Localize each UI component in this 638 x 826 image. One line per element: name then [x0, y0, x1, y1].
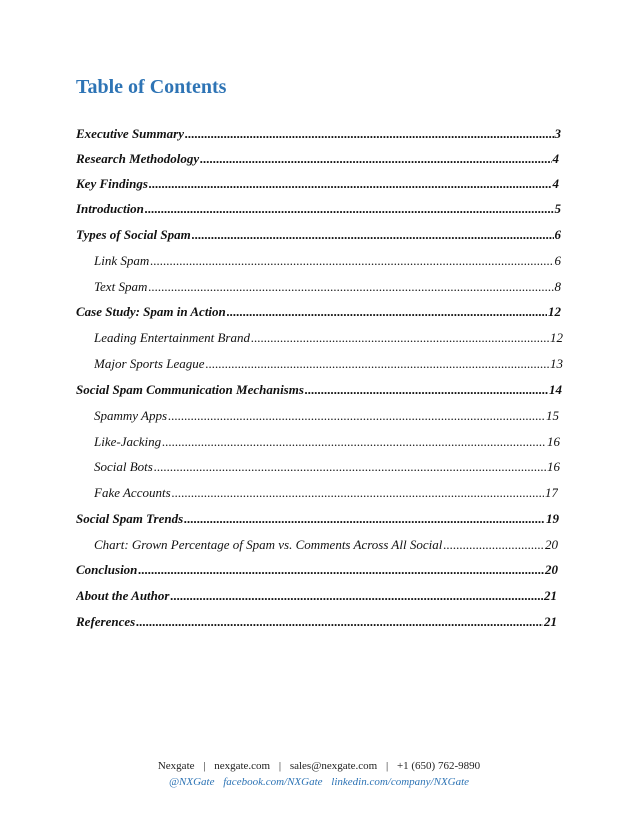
toc-entry-fake-accounts[interactable] — [94, 485, 558, 501]
toc-entry-label: Case Study: Spam in Action — [76, 304, 226, 319]
toc-entry-page: 6 — [554, 253, 561, 268]
toc-leader-dots — [305, 382, 548, 398]
toc-entry-page: 16 — [547, 459, 560, 474]
toc-entry-conclusion[interactable] — [76, 562, 558, 578]
toc-entry-page: 21 — [544, 614, 557, 629]
toc-entry-label: Introduction — [76, 201, 144, 216]
toc-leader-dots — [150, 253, 553, 269]
toc-entry-label: Research Methodology — [76, 151, 200, 166]
toc-entry-label: Types of Social Spam — [76, 227, 191, 242]
toc-entry-label: Social Spam Communication Mechanisms — [76, 382, 304, 397]
toc-entry-types-of-social-spam[interactable] — [76, 227, 561, 243]
toc-entry-page: 15 — [546, 408, 559, 423]
toc-entry-introduction[interactable] — [76, 201, 561, 217]
toc-entry-label: Social Spam Trends — [76, 511, 184, 526]
toc-entry-page: 12 — [548, 304, 561, 319]
toc-entry-key-findings[interactable] — [76, 176, 559, 192]
toc-entry-page: 4 — [552, 176, 559, 191]
toc-entry-page: 8 — [554, 279, 561, 294]
footer-separator: | — [385, 760, 389, 772]
toc-entry-label: About the Author — [76, 588, 170, 603]
toc-entry-chart-grown-percentage[interactable] — [94, 537, 558, 553]
toc-entry-page: 20 — [545, 562, 558, 577]
toc-leader-dots — [227, 304, 547, 320]
footer-contact-line — [0, 760, 638, 772]
toc-leader-dots — [136, 614, 543, 630]
footer-website-link[interactable]: nexgate.com — [214, 760, 271, 772]
toc-entry-label: Fake Accounts — [94, 485, 171, 500]
toc-entry-social-spam-trends[interactable] — [76, 511, 559, 527]
toc-entry-text-spam[interactable] — [94, 279, 561, 295]
toc-leader-dots — [149, 176, 552, 192]
toc-leader-dots — [192, 227, 554, 243]
toc-entry-social-bots[interactable] — [94, 459, 560, 475]
toc-entry-page: 13 — [550, 356, 563, 371]
toc-entry-link-spam[interactable] — [94, 253, 561, 269]
footer-linkedin-link[interactable]: linkedin.com/company/NXGate — [331, 776, 470, 788]
toc-leader-dots — [170, 588, 543, 604]
toc-entry-label: Executive Summary — [76, 126, 184, 141]
footer-separator: | — [203, 760, 206, 772]
toc-leader-dots — [162, 434, 546, 450]
footer-twitter-link[interactable]: @NXGate — [168, 776, 215, 788]
toc-leader-dots — [145, 201, 554, 217]
toc-entry-label: Leading Entertainment Brand — [94, 330, 250, 345]
toc-leader-dots — [251, 330, 549, 346]
toc-entry-label: Social Bots — [94, 459, 153, 474]
toc-leader-dots — [184, 511, 545, 527]
toc-entry-references[interactable] — [76, 614, 557, 630]
footer-phone: +1 (650) 762-9890 — [396, 760, 481, 772]
toc-entry-case-study[interactable] — [76, 304, 561, 320]
toc-leader-dots — [200, 151, 551, 167]
toc-entry-label: Text Spam — [94, 279, 148, 294]
footer-facebook-link[interactable]: facebook.com/NXGate — [223, 776, 323, 788]
toc-entry-label: Spammy Apps — [94, 408, 168, 423]
toc-entry-page: 21 — [544, 588, 557, 603]
toc-entry-page: 3 — [554, 126, 561, 141]
toc-entry-page: 17 — [545, 485, 558, 500]
toc-leader-dots — [154, 459, 546, 475]
toc-entry-page: 19 — [546, 511, 559, 526]
toc-entry-page: 5 — [554, 201, 561, 216]
footer-email-link[interactable]: sales@nexgate.com — [289, 760, 378, 772]
toc-leader-dots — [185, 126, 554, 142]
toc-entry-page: 6 — [554, 227, 561, 242]
toc-leader-dots — [138, 562, 544, 578]
page-title: Table of Contents — [76, 76, 227, 98]
footer-social-line — [0, 776, 638, 788]
toc-entry-communication-mechanisms[interactable] — [76, 382, 562, 398]
toc-entry-page: 12 — [550, 330, 563, 345]
toc-entry-label: Conclusion — [76, 562, 138, 577]
footer-company: Nexgate — [157, 760, 195, 772]
toc-entry-label: Link Spam — [94, 253, 150, 268]
toc-entry-about-the-author[interactable] — [76, 588, 557, 604]
toc-entry-research-methodology[interactable] — [76, 151, 559, 167]
toc-entry-page: 4 — [552, 151, 559, 166]
toc-entry-page: 20 — [545, 537, 558, 552]
toc-leader-dots — [172, 485, 544, 501]
toc-entry-page: 14 — [549, 382, 562, 397]
toc-entry-like-jacking[interactable] — [94, 434, 560, 450]
toc-entry-page: 16 — [547, 434, 560, 449]
toc-entry-label: References — [76, 614, 136, 629]
toc-leader-dots — [443, 537, 544, 553]
toc-entry-label: Chart: Grown Percentage of Spam vs. Comments Across All Social — [94, 537, 443, 552]
footer-separator: | — [278, 760, 282, 772]
toc-entry-major-sports-league[interactable] — [94, 356, 563, 372]
toc-entry-spammy-apps[interactable] — [94, 408, 559, 424]
toc-entry-label: Like-Jacking — [94, 434, 162, 449]
toc-leader-dots — [168, 408, 545, 424]
toc-entry-leading-entertainment-brand[interactable] — [94, 330, 563, 346]
toc-entry-label: Major Sports League — [94, 356, 205, 371]
toc-entry-label: Key Findings — [76, 176, 148, 191]
toc-entry-executive-summary[interactable] — [76, 126, 561, 142]
toc-leader-dots — [148, 279, 553, 295]
toc-leader-dots — [206, 356, 550, 372]
